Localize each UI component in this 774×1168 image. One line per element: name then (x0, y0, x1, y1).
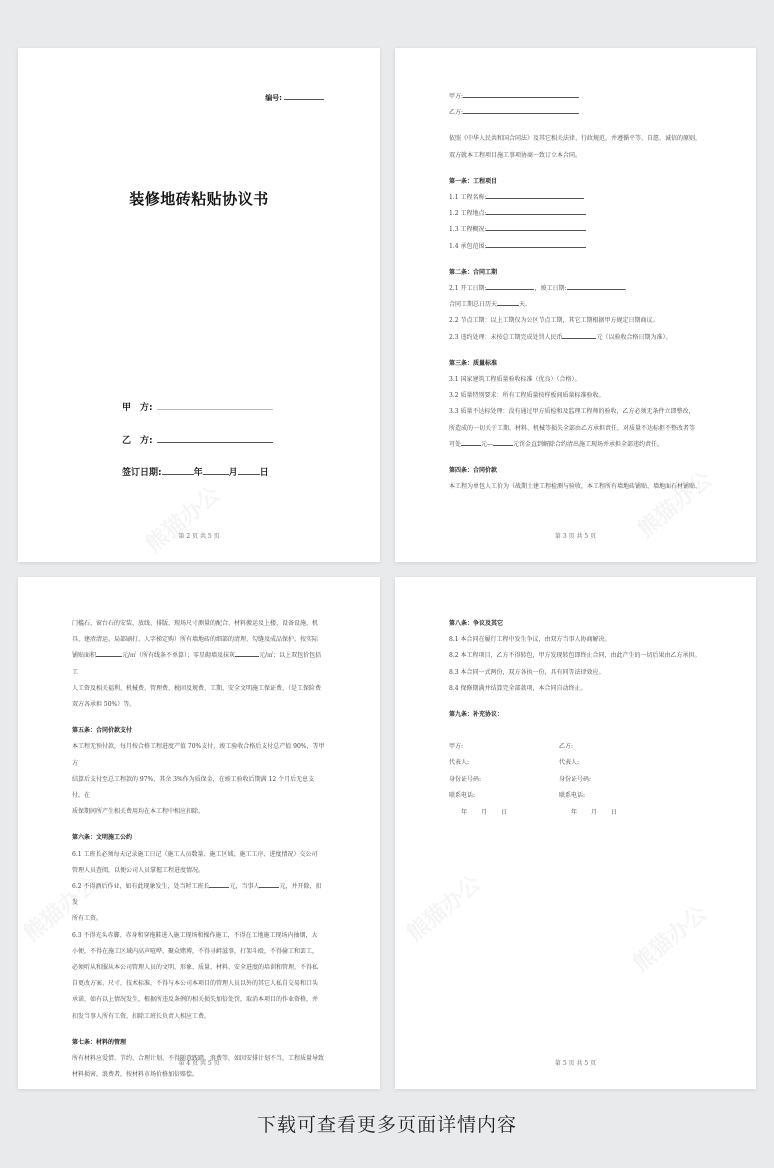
contract-number-blank (284, 93, 324, 100)
left-party-label: 甲方: (449, 743, 464, 750)
art6-3-text: 6.3 不得光头赤脚、赤身和穿拖鞋进入施工现场和操作施工，不得在工地施工现场内抽烟，大 (72, 931, 318, 939)
left-month-label: 月 (481, 808, 488, 816)
end-date-blank (567, 283, 625, 290)
month-label: 月 (228, 468, 238, 478)
document-page-3 (395, 48, 756, 562)
intro-line-1: 依照《中华人民共和国合同法》及其它相关法律、行政规范，并遵循平等、自愿、诚信的原则， (449, 135, 702, 143)
art1-4-blank (486, 241, 586, 248)
article-7-title: 第七条：材料的管理 (72, 1038, 127, 1046)
art6-2-text-d: 所有工资。 (72, 915, 103, 923)
worker-fine-blank (259, 881, 279, 888)
left-date-line (449, 805, 507, 821)
art2-3-text-b: 元（以验收合格日期为准）。 (596, 333, 672, 341)
art6-2-text-c: 元，并开除，扣发 (72, 883, 322, 907)
article-3-title: 第三条：质量标准 (449, 359, 498, 367)
page-footer: 第 2 页 共 5 页 (178, 533, 220, 540)
art2-1-start-label: 2.1 开工日期: (449, 285, 487, 293)
right-year-label: 年 (571, 808, 578, 816)
art4-line-4: 人工资及相关福利、机械费、管理费、税固及规费、工期、安全文明施工保证费、（是工保险费 (72, 684, 322, 692)
foreman-fine-blank (209, 881, 229, 888)
art4-line-2: 具、建渣清运、局部刷打、人字梯定购）所有墙地砖的细部的清理、勾缝及成品保护。按实际 (72, 636, 319, 644)
right-date-line (559, 805, 617, 821)
art4-line-3c: 元/㎡；以上双包价包括工 (72, 652, 322, 676)
art2-1-end-label: ，竣工日期: (534, 285, 567, 293)
art5-line-3: 质保期间所产生相关费用均在本工程中相应扣除。 (72, 808, 205, 816)
watermark (138, 478, 225, 558)
art6-3-text-f: 扣发当事人所有工资，扣除工班长负责人相应工费。 (72, 1012, 211, 1020)
article-2-title: 第二条：合同工期 (449, 268, 498, 276)
art6-3-text-b: 小便，不得在施工区域内高声喧哗、聚众赌博，不得寻衅滋事，打架斗殴，不得偷工和罢工， (72, 947, 319, 955)
article-8-title: 第八条：争议及其它 (449, 620, 504, 627)
art1-4-label: 1.4 承包范围: (449, 242, 487, 250)
tile-price-blank (96, 650, 122, 657)
art6-1-text-b: 管理人员查阅，以便公司人员掌握工程进度情况。 (72, 866, 205, 874)
intro-line-2: 双方就本工程项目施工事项协商一致订立本合同。 (449, 151, 582, 159)
contract-number-field (265, 93, 324, 103)
art2-total-label: 合同工期总日历天 (449, 301, 498, 309)
art3-3-text-b: 所造成的一切关于工期、材料、机械等损失全部由乙方承担责任，对质量不达标拒不整改者等 (449, 424, 696, 432)
left-tel-label: 联系电话: (449, 792, 476, 800)
download-more-caption: 下载可查看更多页面详情内容 (256, 1114, 517, 1136)
year-label: 年 (193, 468, 203, 478)
art6-3-text-e: 承诺，如有以上情况发生，根据所违反条例的相关损失加倍处罚，取消本项目的作业资格，并 (72, 996, 319, 1004)
page-footer: 第 3 页 共 5 页 (554, 533, 597, 540)
party-b-blank (463, 107, 579, 114)
left-rep-label: 代表人: (449, 759, 470, 767)
art6-2-text-a: 6.2 不得酒后作业，如有此现象发生，处当时工班长 (72, 883, 210, 891)
art8-2-text: 8.2 本工程项目，乙方不得转包，甲方发现转包即终止合同，由此产生的一切后果由乙方承担。 (449, 652, 701, 660)
party-b-label: 乙 方: (122, 436, 153, 446)
article-9-title: 第九条：补充协议： (449, 711, 504, 719)
left-year-label: 年 (461, 808, 468, 816)
right-day-label: 日 (611, 808, 618, 816)
year-blank (162, 468, 194, 475)
sign-date-field (122, 465, 269, 478)
art1-1-label: 1.1 工程名称: (449, 194, 487, 202)
document-page-4 (18, 577, 380, 1089)
art3-3-text-c2: 元— (481, 440, 494, 448)
masonry-price-blank (235, 650, 259, 657)
art8-1-text: 8.1 本合同在履行工程中发生争议，由双方当事人协商解决。 (449, 636, 611, 644)
page-5-content (449, 616, 702, 723)
art1-3-label: 1.3 工程概况: (449, 226, 487, 234)
fine-max-blank (493, 439, 513, 446)
page-footer: 第 4 页 共 5 页 (178, 1060, 220, 1067)
art3-3-text-c1: 可处 (449, 440, 462, 448)
right-rep-label: 代表人: (559, 759, 580, 767)
page-4-content (72, 616, 326, 1083)
art5-line-2: 结算后支付至总工程款的 97%，其余 3%作为质保金，在竣工验收后期满 12 个月后无息支付。在 (72, 775, 315, 800)
total-days-blank (497, 299, 519, 306)
art2-3-text-a: 2.3 违约处理：未按总工期完成处罚人民币 (449, 333, 563, 341)
day-blank (238, 468, 260, 475)
art3-3-text: 3.3 质量不达标处理：没有通过甲方质检和及监理工程师的验收，乙方必须无条件立即整改， (449, 408, 695, 416)
party-b-blank (157, 436, 273, 443)
contract-number-label: 编号: (265, 94, 282, 102)
party-b-field (122, 433, 273, 446)
art7-line-1: 所有材料应爱惜、节约、合理计划、不得随意践踏、浪费等，如因安排计划不当，工程质量导致 (72, 1055, 325, 1063)
right-month-label: 月 (591, 808, 598, 816)
signature-block-left (449, 739, 507, 821)
art6-2-text-b: 元，当事人 (229, 883, 260, 891)
party-a-field (122, 400, 273, 413)
document-title: 装修地砖粘贴协议书 (129, 190, 269, 208)
art2-2-text: 2.2 节点工期：以上工期仅为公区节点工期，其它工期根据甲方规定日期商议。 (449, 317, 659, 325)
right-party-label: 乙方: (559, 743, 574, 750)
party-b-label: 乙方: (449, 109, 464, 117)
party-a-label: 甲方: (449, 93, 464, 100)
sign-date-label: 签订日期: (122, 468, 162, 478)
art4-line-1: 门槛石、窗台石的安装、放线、排版、现场尺寸测量的配合、材料搬运及上楼、设备设施、机 (72, 620, 319, 627)
party-a-label: 甲 方: (122, 403, 153, 413)
art2-total-unit: 天。 (519, 301, 532, 309)
art7-line-2: 材料损害，浪费者，按材料市场价格加倍赔偿。 (72, 1071, 199, 1079)
month-blank (203, 468, 229, 475)
art1-2-blank (486, 208, 586, 215)
party-a-blank (157, 403, 273, 410)
article-1-title: 第一条：工程项目 (449, 177, 498, 185)
right-id-label: 身份证号码: (559, 775, 592, 783)
left-id-label: 身份证号码: (449, 775, 482, 783)
document-page-5 (395, 577, 756, 1089)
document-page-cover (18, 48, 380, 562)
page-footer: 第 5 页 共 5 页 (554, 1060, 597, 1067)
art8-4-text: 8.4 保修期满并结算完全部款项，本合同自动终止。 (449, 684, 587, 692)
page-3-content (449, 89, 702, 495)
art4-1-text: 本工程为单包人工价为（战期土建工程检测与验收，本工程所有墙地砖铺贴、墙地面石材铺贴、 (449, 483, 702, 491)
article-5-title: 第五条：合同价款支付 (72, 727, 133, 735)
art1-3-blank (486, 224, 586, 231)
art8-3-text: 8.3 本合同一式两份，双方各执一份，具有同等法律效应。 (449, 668, 605, 676)
art1-1-blank (486, 192, 584, 199)
article-6-title: 第六条：文明施工公约 (72, 834, 133, 842)
art3-1-text: 3.1 国家建筑工程质量验收标准（优良）（合格）。 (449, 376, 581, 384)
day-label: 日 (259, 468, 269, 478)
art4-line-5: 双方各承担 50%）等。 (72, 701, 136, 709)
penalty-blank (562, 332, 596, 339)
signature-block-right (559, 739, 617, 821)
art6-3-text-d: 自更改方案、尺寸，技术标准，不得与本公司本项目的管理人员以外的其它人私自交易和口头 (72, 980, 319, 988)
article-4-title: 第四条：合同价款 (449, 467, 498, 475)
art4-line-3b: 元/㎡（所有线条不单算）；零星砌墙及抹灰 (122, 652, 236, 660)
art2-1-comma: ， (624, 285, 631, 293)
art5-line-1: 本工程无预付款，每月按合格工程进度产值 70%支付，竣工验收合格后支付总产值 90%，等甲方 (72, 743, 325, 767)
art3-3-text-c3: 元罚金直到解除合约清出施工现场并承担全部违约责任。 (513, 440, 664, 448)
art6-3-text-c: 必须听从和服从本公司管理人员的文明、形象、质量、材料、安全进度的培训和管理，不得私 (72, 964, 319, 972)
art1-2-label: 1.2 工程地点: (449, 210, 487, 218)
watermark (399, 867, 486, 947)
left-day-label: 日 (501, 808, 508, 816)
art6-1-text: 6.1 工班长必须每天记录施工日记（施工人员数量、施工区域、施工工序、进度情况）交公司 (72, 850, 318, 858)
start-date-blank (486, 283, 534, 290)
fine-min-blank (461, 439, 481, 446)
right-tel-label: 联系电话: (559, 792, 586, 800)
art3-2-text: 3.2 质量特别要求：所有工程质量按样板间质量标准验收。 (449, 392, 605, 400)
party-a-blank (463, 91, 579, 98)
watermark (625, 897, 712, 977)
art4-line-3a: 铺贴面积 (72, 652, 97, 660)
